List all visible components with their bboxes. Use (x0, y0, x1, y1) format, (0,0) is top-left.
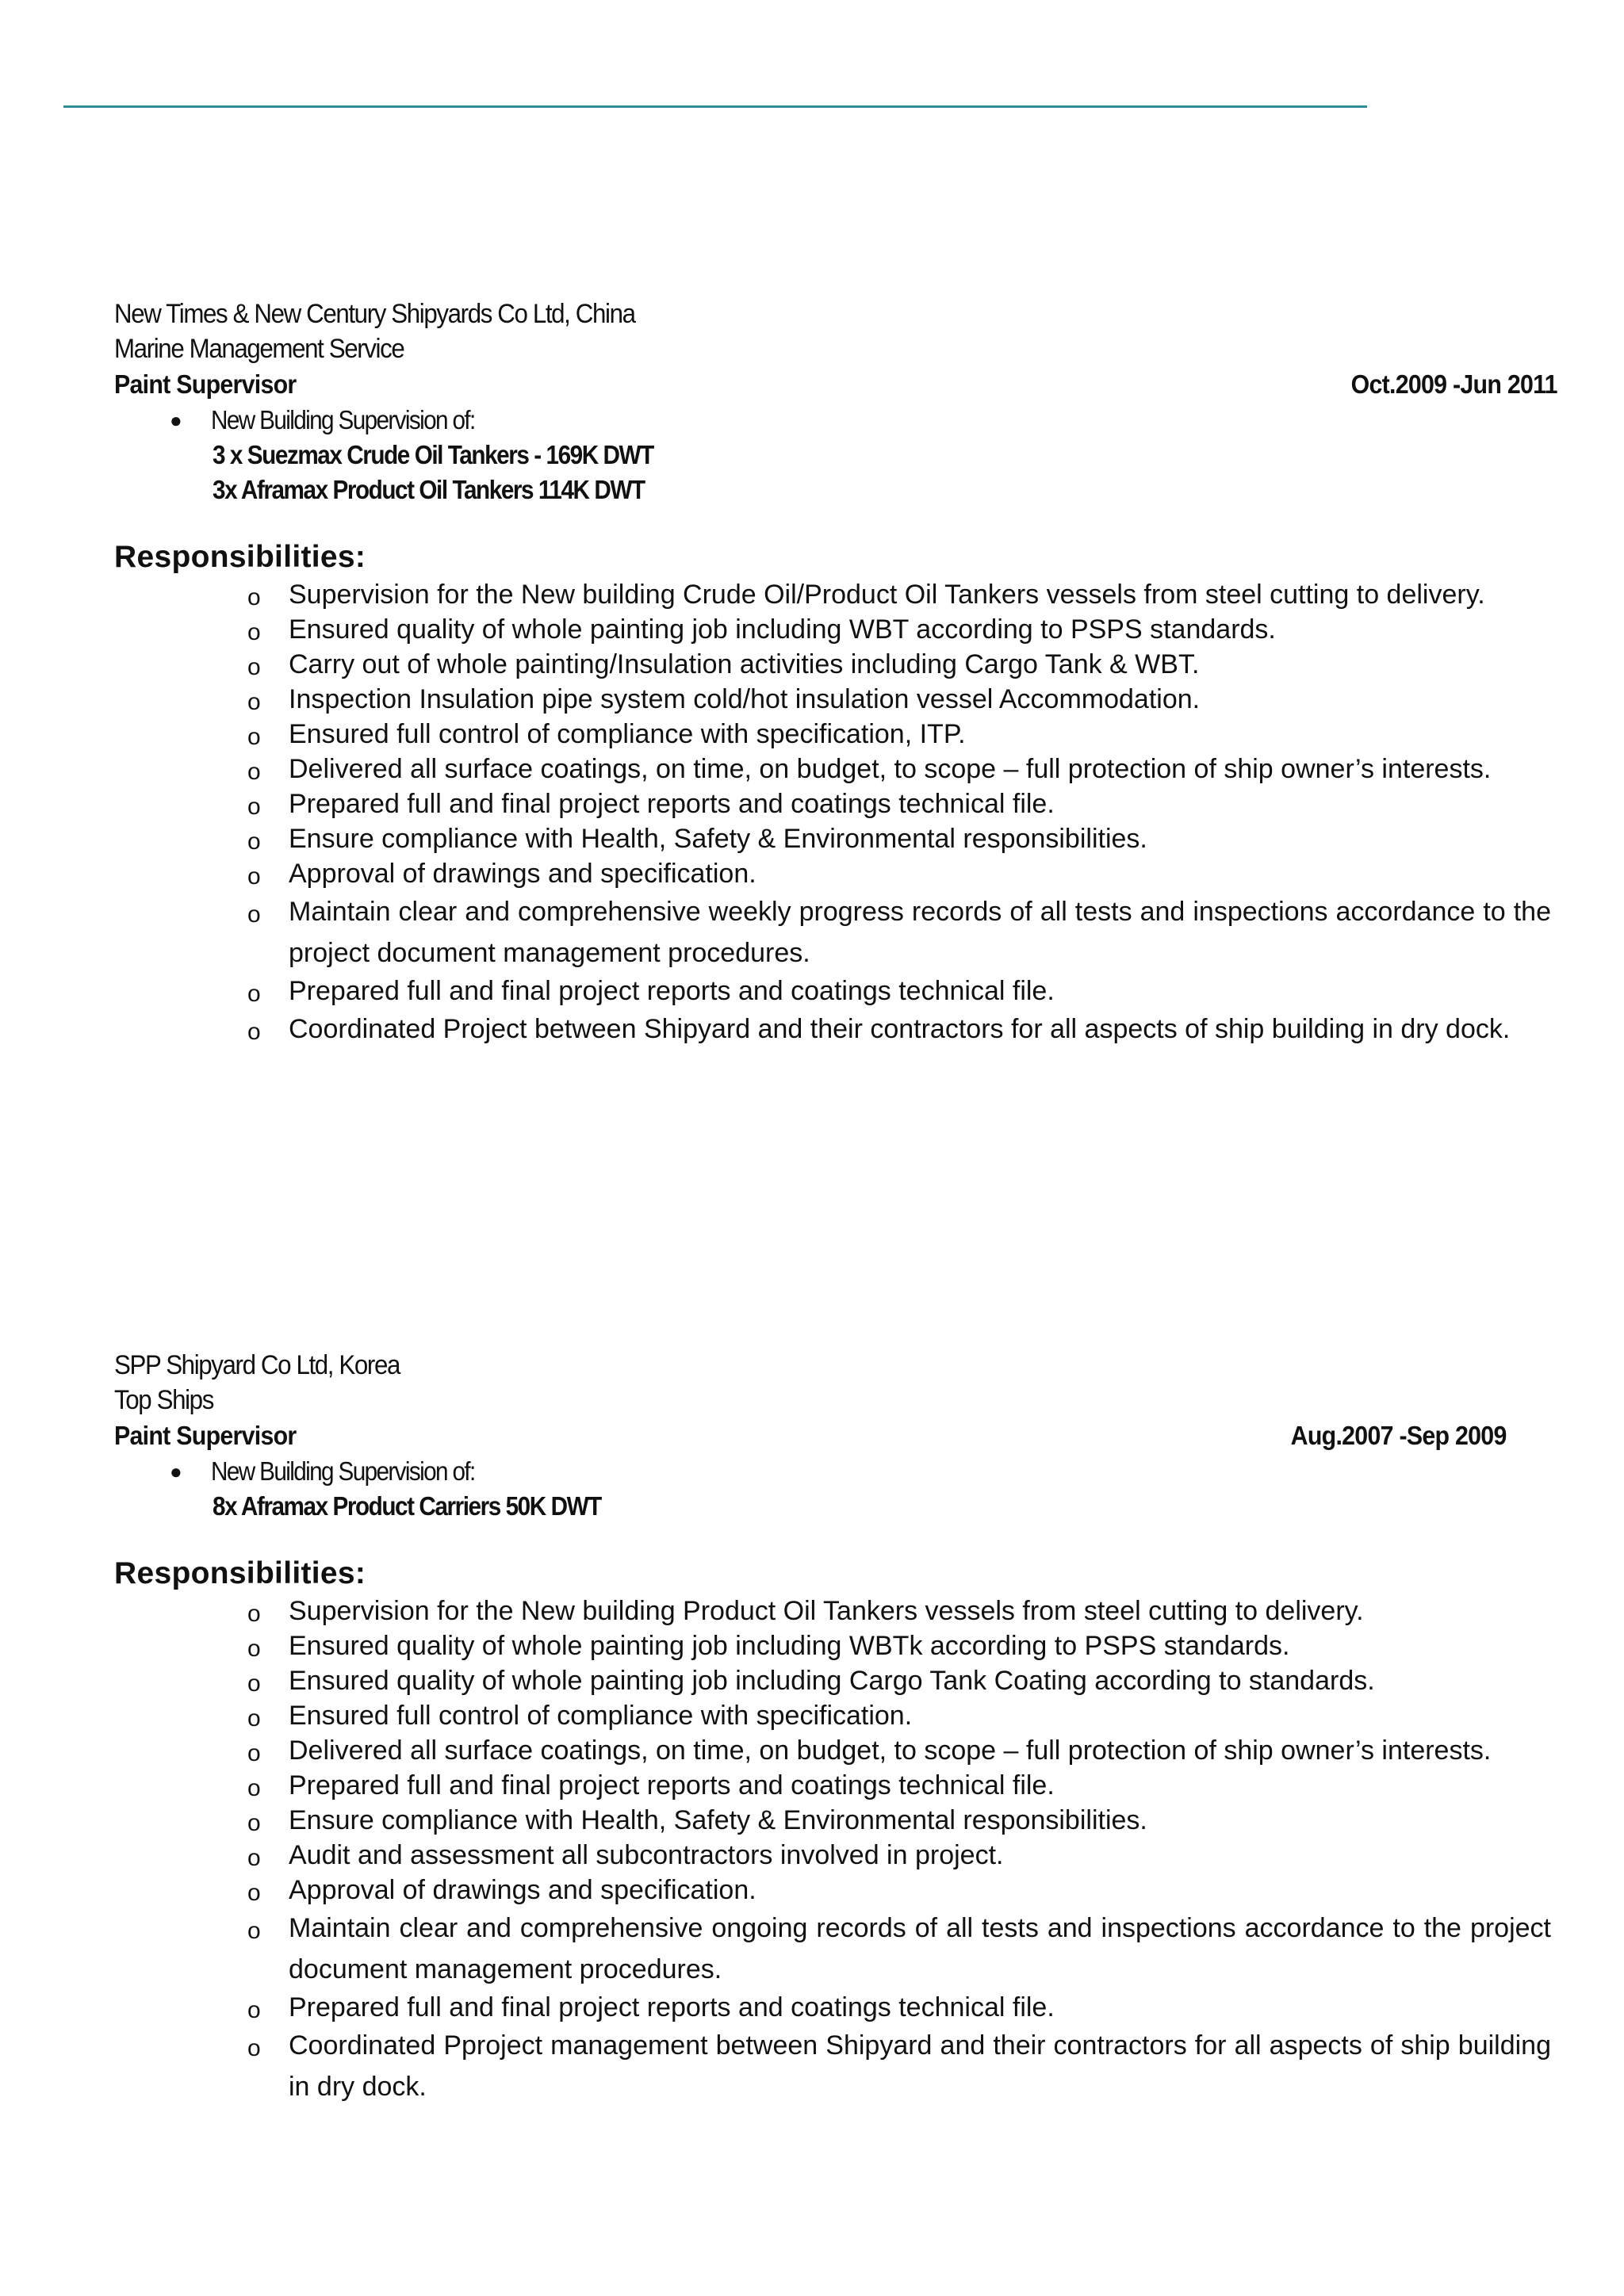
circle-bullet-icon: o (247, 1636, 261, 1662)
job-entry-new-times (114, 297, 1557, 1050)
responsibility-item (247, 752, 1551, 786)
responsibility-item (247, 856, 1551, 891)
responsibility-item (247, 1594, 1551, 1628)
circle-bullet-icon: o (247, 759, 261, 785)
responsibility-item (247, 682, 1551, 717)
responsibility-item (247, 821, 1551, 856)
responsibility-text: Coordinated Project between Shipyard and their contractors for all aspects of ship building in dry dock. (289, 1014, 1511, 1044)
responsibility-text: Maintain clear and comprehensive weekly progress records of all tests and inspections accordance to the project document management procedures. (289, 897, 1551, 968)
responsibility-text: Supervision for the New building Product Oil Tankers vessels from steel cutting to delivery. (289, 1596, 1364, 1626)
circle-bullet-icon: o (247, 619, 261, 645)
responsibility-text: Audit and assessment all subcontractors involved in project. (289, 1840, 1004, 1870)
responsibility-item (247, 1768, 1551, 1803)
responsibility-text: Prepared full and final project reports and coatings technical file. (289, 1992, 1055, 2022)
circle-bullet-icon: o (247, 828, 261, 855)
project-bullet (170, 1454, 1557, 1489)
responsibilities-heading: Responsibilities: (114, 1556, 366, 1590)
responsibilities-heading: Responsibilities: (114, 540, 366, 574)
responsibility-text: Prepared full and final project reports and coatings technical file. (289, 789, 1055, 819)
circle-bullet-icon: o (247, 1880, 261, 1906)
header-rule (63, 105, 1367, 108)
responsibility-text: Supervision for the New building Crude Oil/Product Oil Tankers vessels from steel cutting to delivery. (289, 580, 1485, 610)
responsibility-item (247, 2025, 1551, 2107)
responsibility-text: Approval of drawings and specification. (289, 859, 756, 889)
circle-bullet-icon: o (247, 1997, 261, 2023)
project-bullet (170, 403, 1557, 438)
circle-bullet-icon: o (247, 1775, 261, 1801)
job-entry-spp-shipyard (114, 1348, 1557, 2107)
responsibility-item (247, 647, 1551, 682)
responsibility-item (247, 786, 1551, 821)
employer-name: New Times & New Century Shipyards Co Ltd, China (114, 299, 635, 329)
responsibility-text: Ensure compliance with Health, Safety & Environmental responsibilities. (289, 1805, 1147, 1835)
responsibility-item (247, 717, 1551, 752)
responsibility-item (247, 891, 1551, 974)
employment-dates: Oct.2009 -Jun 2011 (1350, 369, 1557, 399)
bullet-icon: ● (170, 1460, 181, 1483)
responsibility-text: Approval of drawings and specification. (289, 1875, 756, 1905)
responsibility-item (247, 1990, 1551, 2025)
project-label: New Building Supervision of: (211, 405, 475, 434)
responsibility-text: Prepared full and final project reports and coatings technical file. (289, 1770, 1055, 1800)
responsibility-item (247, 1008, 1551, 1050)
responsibility-item (247, 1663, 1551, 1698)
circle-bullet-icon: o (247, 1705, 261, 1732)
responsibility-text: Maintain clear and comprehensive ongoing records of all tests and inspections accordance to the project document management procedures. (289, 1913, 1551, 1984)
client-name: Top Ships (114, 1385, 213, 1415)
circle-bullet-icon: o (247, 2035, 261, 2061)
role-row (114, 366, 1557, 403)
vessel-line: 3 x Suezmax Crude Oil Tankers - 169K DWT (213, 440, 653, 469)
role-row (114, 1418, 1557, 1454)
responsibility-item (247, 1733, 1551, 1768)
circle-bullet-icon: o (247, 901, 261, 928)
employer-name: SPP Shipyard Co Ltd, Korea (114, 1350, 400, 1380)
responsibility-item (247, 1698, 1551, 1733)
responsibility-text: Ensured quality of whole painting job including Cargo Tank Coating according to standards. (289, 1666, 1375, 1696)
circle-bullet-icon: o (247, 1845, 261, 1871)
responsibilities-list (247, 577, 1551, 1050)
circle-bullet-icon: o (247, 1810, 261, 1836)
responsibility-item (247, 1803, 1551, 1838)
responsibilities-list (247, 1594, 1551, 2107)
project-label: New Building Supervision of: (211, 1456, 475, 1486)
responsibility-item (247, 1838, 1551, 1873)
circle-bullet-icon: o (247, 794, 261, 820)
responsibility-text: Ensured full control of compliance with specification, ITP. (289, 719, 966, 749)
responsibility-item (247, 1908, 1551, 1990)
responsibility-item (247, 1628, 1551, 1663)
circle-bullet-icon: o (247, 1918, 261, 1944)
responsibility-text: Delivered all surface coatings, on time, on budget, to scope – full protection of ship owner’s interests. (289, 754, 1492, 784)
circle-bullet-icon: o (247, 654, 261, 680)
vessel-line: 8x Aframax Product Carriers 50K DWT (213, 1491, 601, 1521)
responsibility-text: Delivered all surface coatings, on time, on budget, to scope – full protection of ship owner’s interests. (289, 1735, 1492, 1766)
circle-bullet-icon: o (247, 863, 261, 890)
circle-bullet-icon: o (247, 1601, 261, 1627)
job-title: Paint Supervisor (114, 1421, 297, 1450)
circle-bullet-icon: o (247, 584, 261, 610)
responsibility-text: Prepared full and final project reports and coatings technical file. (289, 976, 1055, 1006)
responsibility-item (247, 974, 1551, 1008)
circle-bullet-icon: o (247, 981, 261, 1007)
responsibility-text: Ensure compliance with Health, Safety & Environmental responsibilities. (289, 824, 1147, 854)
vessel-line: 3x Aframax Product Oil Tankers 114K DWT (213, 475, 645, 504)
circle-bullet-icon: o (247, 689, 261, 715)
employment-dates: Aug.2007 -Sep 2009 (1290, 1421, 1507, 1450)
client-name: Marine Management Service (114, 334, 404, 364)
circle-bullet-icon: o (247, 1019, 261, 1045)
circle-bullet-icon: o (247, 1670, 261, 1697)
responsibility-text: Inspection Insulation pipe system cold/hot insulation vessel Accommodation. (289, 684, 1201, 714)
circle-bullet-icon: o (247, 724, 261, 750)
responsibility-item (247, 1873, 1551, 1908)
responsibility-text: Carry out of whole painting/Insulation activities including Cargo Tank & WBT. (289, 649, 1200, 679)
responsibility-text: Ensured quality of whole painting job including WBT according to PSPS standards. (289, 614, 1276, 645)
responsibility-text: Ensured full control of compliance with specification. (289, 1701, 913, 1731)
responsibility-text: Ensured quality of whole painting job including WBTk according to PSPS standards. (289, 1631, 1290, 1661)
bullet-icon: ● (170, 408, 181, 432)
responsibility-item (247, 612, 1551, 647)
responsibility-text: Coordinated Pproject management between Shipyard and their contractors for all aspects of ship building in dry dock. (289, 2030, 1551, 2102)
circle-bullet-icon: o (247, 1740, 261, 1766)
responsibility-item (247, 577, 1551, 612)
job-title: Paint Supervisor (114, 369, 297, 399)
